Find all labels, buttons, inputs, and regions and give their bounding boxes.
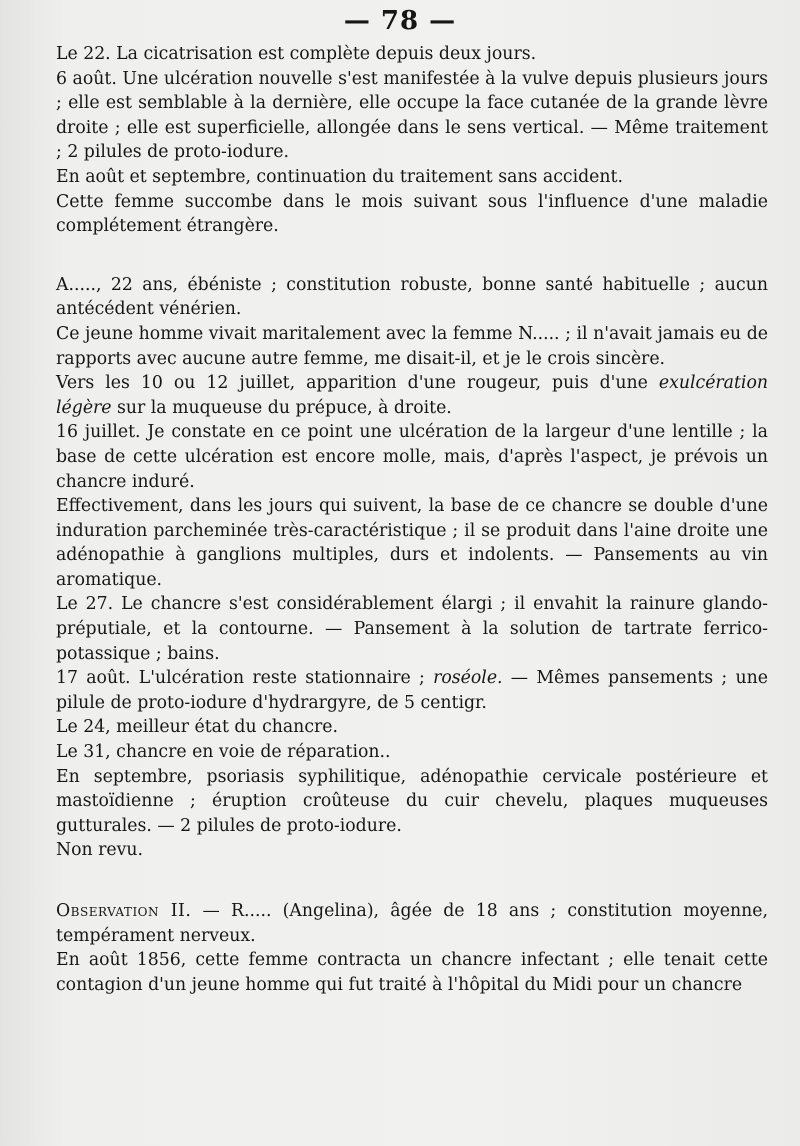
paragraph-7-end: sur la muqueuse du prépuce, à droite. [111,397,452,418]
paragraph-15: Non revu. [56,840,144,861]
paragraph-2: 6 août. Une ulcération nouvelle s'est manifestée à la vulve depuis plusieurs jours ; elle est semblable à la dernière, elle occupe la face cutanée de la grande lèvre droite ; elle est superficielle, allongée dans le sens vertical. — Même traitement ; 2 pilules de proto-iodure. [56,68,768,163]
paragraph-8: 16 juillet. Je constate en ce point une ulcération de la largeur d'une lentille ; la base de cette ulcération est encore molle, mais, d'après l'aspect, je prévois un chancre induré. [56,422,768,492]
paragraph-1: Le 22. La cicatrisation est complète depuis deux jours. [56,44,537,64]
paragraph-12: Le 24, meilleur état du chancre. [56,717,338,738]
paragraph-3: En août et septembre, continuation du traitement sans accident. [56,166,623,187]
paragraph-5: A....., 22 ans, ébéniste ; constitution robuste, bonne santé habituelle ; aucun antécédent vénérien. [56,274,768,320]
paragraph-4: Cette femme succombe dans le mois suivant sous l'influence d'une maladie complétement étrangère. [56,191,768,237]
paragraph-11 [56,666,768,715]
page-body [56,42,768,997]
paragraph-7-start: Vers les 10 ou 12 juillet, apparition d'une rougeur, puis d'une [56,373,659,394]
observation-heading-paragraph [56,899,768,948]
paragraph-11-start: 17 août. L'ulcération reste stationnaire ; [56,668,434,689]
paragraph-11-end: — Mêmes pansements ; une pilule de proto-iodure d'hydrargyre, de 5 centigr. [56,668,768,713]
observation-label: Observation II. [56,901,192,921]
paragraph-13: Le 31, chancre en voie de réparation.. [56,742,391,763]
paragraph-6: Ce jeune homme vivait maritalement avec la femme N..... ; il n'avait jamais eu de rapports avec aucune autre femme, me disait-il, et je le crois sincère. [56,323,768,369]
paragraph-10: Le 27. Le chancre s'est considérablement élargi ; il envahit la rainure glando-préputiale, et la contourne. — Pansement à la solution de tartrate ferrico-potassique ; bains. [56,594,768,664]
paragraph-11-italic: roséole. [433,668,503,689]
page-number: — 78 — [343,6,457,36]
observation-intro: — R..... (Angelina), âgée de 18 ans ; constitution moyenne, tempérament nerveux. [56,901,768,946]
paragraph-9: Effectivement, dans les jours qui suivent, la base de ce chancre se double d'une induration parcheminée très-caractéristique ; il se produit dans l'aine droite une adénopathie à ganglions multiples, durs et indolents. — Pansements au vin aromatique. [56,496,768,590]
paragraph-14: En septembre, psoriasis syphilitique, adénopathie cervicale postérieure et mastoïdienne ; éruption croûteuse du cuir chevelu, plaques muqueuses gutturales. — 2 pilules de proto-iodure. [56,766,768,836]
paragraph-17: En août 1856, cette femme contracta un chancre infectant ; elle tenait cette contagion d'un jeune homme qui fut traité à l'hôpital du Midi pour un chancre [56,950,768,995]
paragraph-7 [56,371,768,420]
paragraph-7-italic: exulcération légère [56,373,768,418]
